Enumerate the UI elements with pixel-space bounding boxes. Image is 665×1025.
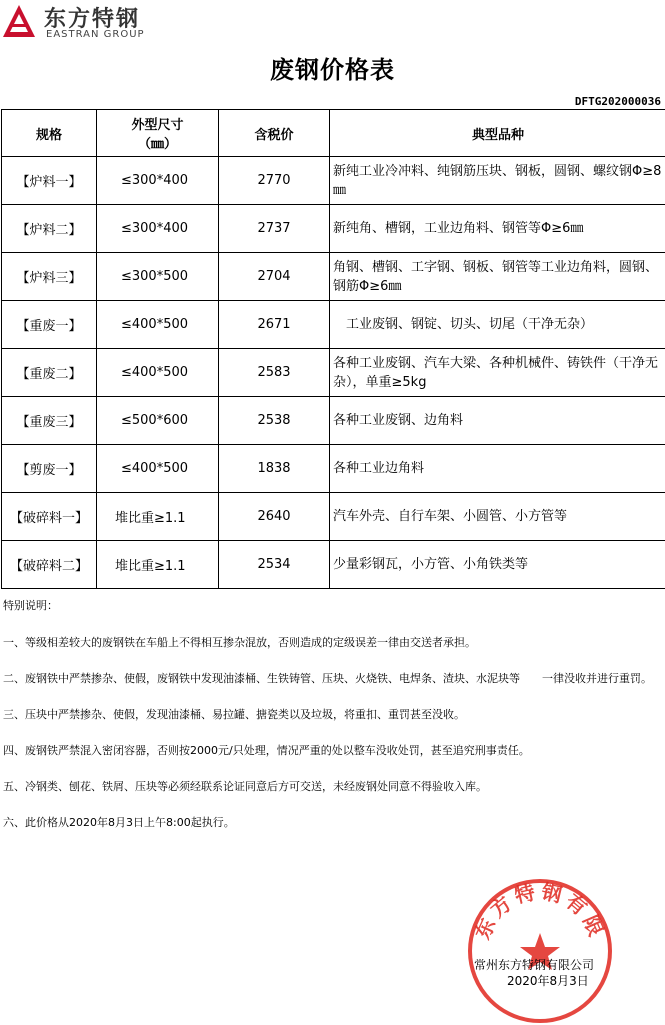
note-item: 四、废钢铁严禁混入密闭容器，否则按2000元/只处理，情况严重的处以整车没收处罚，甚至追究刑事责任。 bbox=[3, 743, 663, 758]
row-spec: 【炉料二】 bbox=[2, 205, 97, 253]
company-seal-stamp bbox=[466, 877, 614, 1025]
row-price: 2770 bbox=[219, 157, 330, 205]
row-products: 角钢、槽钢、工字钢、钢板、钢管等工业边角料，圆钢、钢筋Φ≥6㎜ bbox=[330, 253, 665, 301]
row-spec: 【炉料一】 bbox=[2, 157, 97, 205]
row-price: 2583 bbox=[219, 349, 330, 397]
table-row bbox=[2, 253, 665, 301]
issue-date: 2020年8月3日 bbox=[507, 972, 589, 989]
row-size: ≤300*400 bbox=[97, 205, 219, 253]
table-row bbox=[2, 493, 665, 541]
row-price: 2534 bbox=[219, 541, 330, 589]
row-products: 各种工业废钢、汽车大梁、各种机械件、铸铁件（干净无杂），单重≥5kg bbox=[330, 349, 665, 397]
row-size: 堆比重≥1.1 bbox=[97, 493, 219, 541]
header-size bbox=[97, 110, 219, 157]
note-item: 一、等级相差较大的废钢铁在车船上不得相互掺杂混放，否则造成的定级误差一律由交送者承担。 bbox=[3, 635, 663, 650]
table-row bbox=[2, 301, 665, 349]
row-spec: 【重废二】 bbox=[2, 349, 97, 397]
table-row bbox=[2, 205, 665, 253]
row-size: ≤500*600 bbox=[97, 397, 219, 445]
header-spec: 规格 bbox=[2, 110, 97, 157]
table-row bbox=[2, 445, 665, 493]
row-spec: 【炉料三】 bbox=[2, 253, 97, 301]
table-row bbox=[2, 541, 665, 589]
row-products: 各种工业废钢、边角料 bbox=[330, 397, 665, 445]
row-price: 2737 bbox=[219, 205, 330, 253]
header-size-line2: （㎜） bbox=[97, 133, 218, 152]
row-spec: 【破碎料二】 bbox=[2, 541, 97, 589]
row-spec: 【破碎料一】 bbox=[2, 493, 97, 541]
row-products: 工业废钢、钢锭、切头、切尾（干净无杂） bbox=[330, 301, 665, 349]
table-header-row bbox=[2, 110, 665, 157]
row-size: ≤400*500 bbox=[97, 349, 219, 397]
notes-heading: 特别说明： bbox=[3, 598, 663, 613]
row-products: 各种工业边角料 bbox=[330, 445, 665, 493]
header-size-line1: 外型尺寸 bbox=[97, 114, 218, 133]
note-item: 五、冷钢类、刨花、铁屑、压块等必须经联系论证同意后方可交送，未经废钢处同意不得验收入库。 bbox=[3, 779, 663, 794]
price-table bbox=[1, 109, 665, 589]
company-name: 常州东方特钢有限公司 bbox=[474, 956, 594, 973]
row-products: 少量彩钢瓦，小方管、小角铁类等 bbox=[330, 541, 665, 589]
row-spec: 【重废一】 bbox=[2, 301, 97, 349]
table-row bbox=[2, 397, 665, 445]
note-item: 三、压块中严禁掺杂、使假，发现油漆桶、易拉罐、搪瓷类以及垃圾，将重扣、重罚甚至没收。 bbox=[3, 707, 663, 722]
row-price: 2671 bbox=[219, 301, 330, 349]
row-price: 1838 bbox=[219, 445, 330, 493]
note-item: 二、废钢铁中严禁掺杂、使假，废钢铁中发现油漆桶、生铁铸管、压块、火烧铁、电焊条、渣块、水泥块等 一律没收并进行重罚。 bbox=[3, 671, 663, 686]
row-price: 2704 bbox=[219, 253, 330, 301]
row-products: 汽车外壳、自行车架、小圆管、小方管等 bbox=[330, 493, 665, 541]
row-spec: 【重废三】 bbox=[2, 397, 97, 445]
row-price: 2640 bbox=[219, 493, 330, 541]
row-price: 2538 bbox=[219, 397, 330, 445]
row-products: 新纯工业冷冲料、纯钢筋压块、钢板，圆钢、螺纹钢Φ≥8㎜ bbox=[330, 157, 665, 205]
company-logo bbox=[2, 2, 172, 42]
header-price: 含税价 bbox=[219, 110, 330, 157]
row-size: 堆比重≥1.1 bbox=[97, 541, 219, 589]
note-item: 六、此价格从2020年8月3日上午8:00起执行。 bbox=[3, 815, 663, 830]
row-size: ≤300*500 bbox=[97, 253, 219, 301]
logo-mark-icon bbox=[2, 4, 36, 38]
header-products: 典型品种 bbox=[330, 110, 665, 157]
row-size: ≤400*500 bbox=[97, 445, 219, 493]
row-spec: 【剪废一】 bbox=[2, 445, 97, 493]
special-notes bbox=[3, 598, 663, 851]
row-products: 新纯角、槽钢，工业边角料、钢管等Φ≥6㎜ bbox=[330, 205, 665, 253]
seal-text: 东方特钢有限 bbox=[470, 879, 610, 943]
row-size: ≤400*500 bbox=[97, 301, 219, 349]
page-title: 废钢价格表 bbox=[0, 50, 665, 85]
table-row bbox=[2, 349, 665, 397]
logo-chinese-name: 东方特钢 bbox=[44, 2, 140, 33]
document-number: DFTG202000036 bbox=[575, 95, 661, 108]
row-size: ≤300*400 bbox=[97, 157, 219, 205]
table-row bbox=[2, 157, 665, 205]
logo-english-name: EASTRAN GROUP bbox=[46, 29, 145, 40]
